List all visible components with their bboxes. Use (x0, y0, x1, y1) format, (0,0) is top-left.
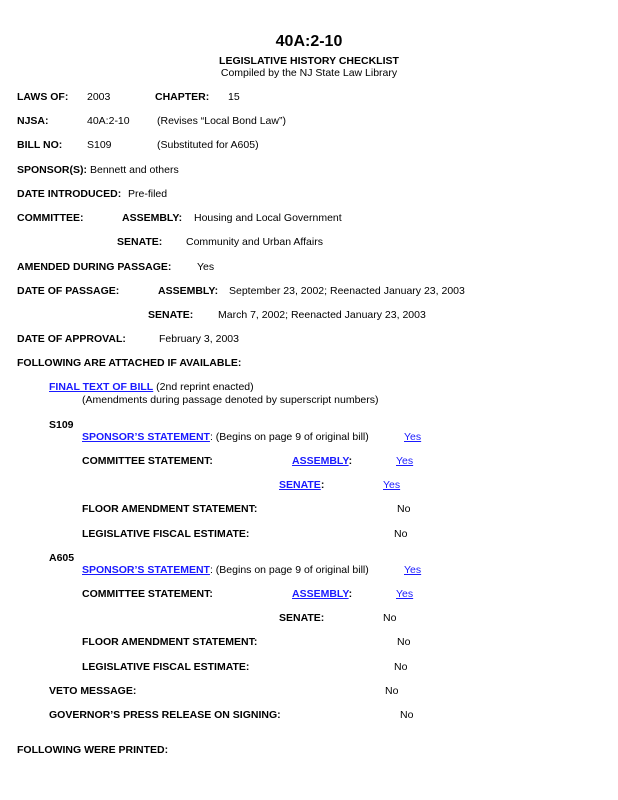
passage-senate-value: March 7, 2002; Reenacted January 23, 2003 (218, 309, 426, 321)
committee-assembly-value: Housing and Local Government (194, 212, 342, 224)
date-of-passage-label: DATE OF PASSAGE: (17, 285, 120, 297)
compiled-by: Compiled by the NJ State Law Library (220, 67, 398, 79)
committee-senate-label: SENATE: (117, 236, 163, 248)
a605-bill-label: A605 (49, 552, 75, 564)
governor-value: No (400, 709, 414, 721)
a605-sponsor-note: : (Begins on page 9 of original bill) (209, 564, 369, 576)
a605-fiscal-value: No (394, 661, 408, 673)
s109-senate-row (279, 480, 324, 491)
statute-title: 40A:2-10 (275, 33, 343, 50)
passage-assembly-label: ASSEMBLY: (158, 285, 219, 297)
njsa-note: (Revises “Local Bond Law”) (157, 115, 286, 127)
amended-label: AMENDED DURING PASSAGE: (17, 261, 172, 273)
committee-assembly-label: ASSEMBLY: (122, 212, 183, 224)
final-text-link[interactable]: FINAL TEXT OF BILL (49, 381, 154, 393)
passage-assembly-value: September 23, 2002; Reenacted January 23, 2003 (229, 285, 465, 297)
veto-value: No (385, 685, 399, 697)
a605-assembly-link[interactable]: ASSEMBLY (292, 588, 349, 600)
bill-no-note: (Substituted for A605) (157, 139, 259, 151)
s109-assembly-yes-link[interactable]: Yes (396, 455, 414, 467)
committee-label: COMMITTEE: (17, 212, 84, 224)
s109-sponsor-statement-link[interactable]: SPONSOR’S STATEMENT (82, 431, 210, 443)
final-text-row (49, 382, 254, 393)
a605-sponsor-statement-link[interactable]: SPONSOR’S STATEMENT (82, 564, 210, 576)
s109-fiscal-label: LEGISLATIVE FISCAL ESTIMATE: (82, 528, 250, 540)
laws-of-value: 2003 (87, 91, 111, 103)
s109-assembly-colon: : (348, 455, 353, 467)
s109-fiscal-value: No (394, 528, 408, 540)
s109-senate-colon: : (320, 479, 325, 491)
a605-sponsor-row (82, 565, 369, 576)
s109-bill-label: S109 (49, 419, 74, 431)
bill-no-value: S109 (87, 139, 112, 151)
committee-senate-value: Community and Urban Affairs (186, 236, 323, 248)
a605-sponsor-yes-link[interactable]: Yes (404, 564, 422, 576)
chapter-value: 15 (228, 91, 240, 103)
chapter-label: CHAPTER: (155, 91, 210, 103)
s109-senate-link[interactable]: SENATE (279, 479, 321, 491)
a605-floor-label: FLOOR AMENDMENT STATEMENT: (82, 636, 258, 648)
bill-no-label: BILL NO: (17, 139, 63, 151)
amended-value: Yes (197, 261, 215, 273)
printed-heading: FOLLOWING WERE PRINTED: (17, 744, 169, 756)
njsa-value: 40A:2-10 (87, 115, 130, 127)
s109-committee-label: COMMITTEE STATEMENT: (82, 455, 213, 467)
s109-senate-yes-link[interactable]: Yes (383, 479, 401, 491)
s109-assembly-link[interactable]: ASSEMBLY (292, 455, 349, 467)
final-text-note: (2nd reprint enacted) (156, 381, 254, 393)
a605-assembly-row (292, 589, 352, 600)
sponsors-value: Bennett and others (90, 164, 179, 176)
a605-fiscal-label: LEGISLATIVE FISCAL ESTIMATE: (82, 661, 250, 673)
date-of-approval-value: February 3, 2003 (159, 333, 239, 345)
s109-assembly-row (292, 456, 352, 467)
attached-heading: FOLLOWING ARE ATTACHED IF AVAILABLE: (17, 357, 242, 369)
date-introduced-value: Pre-filed (128, 188, 168, 200)
date-introduced-label: DATE INTRODUCED: (17, 188, 122, 200)
passage-senate-label: SENATE: (148, 309, 194, 321)
s109-sponsor-note: : (Begins on page 9 of original bill) (209, 431, 369, 443)
a605-senate-label: SENATE: (279, 612, 325, 624)
s109-floor-value: No (397, 503, 411, 515)
veto-label: VETO MESSAGE: (49, 685, 137, 697)
s109-floor-label: FLOOR AMENDMENT STATEMENT: (82, 503, 258, 515)
governor-label: GOVERNOR’S PRESS RELEASE ON SIGNING: (49, 709, 281, 721)
checklist-title: LEGISLATIVE HISTORY CHECKLIST (219, 55, 399, 67)
a605-committee-label: COMMITTEE STATEMENT: (82, 588, 213, 600)
sponsors-label: SPONSOR(S): (17, 164, 88, 176)
a605-assembly-colon: : (348, 588, 353, 600)
date-of-approval-label: DATE OF APPROVAL: (17, 333, 126, 345)
a605-assembly-yes-link[interactable]: Yes (396, 588, 414, 600)
laws-of-label: LAWS OF: (17, 91, 69, 103)
s109-sponsor-row (82, 432, 369, 443)
a605-floor-value: No (397, 636, 411, 648)
final-text-note2: (Amendments during passage denoted by superscript numbers) (82, 394, 379, 406)
njsa-label: NJSA: (17, 115, 49, 127)
s109-sponsor-yes-link[interactable]: Yes (404, 431, 422, 443)
a605-senate-value: No (383, 612, 397, 624)
